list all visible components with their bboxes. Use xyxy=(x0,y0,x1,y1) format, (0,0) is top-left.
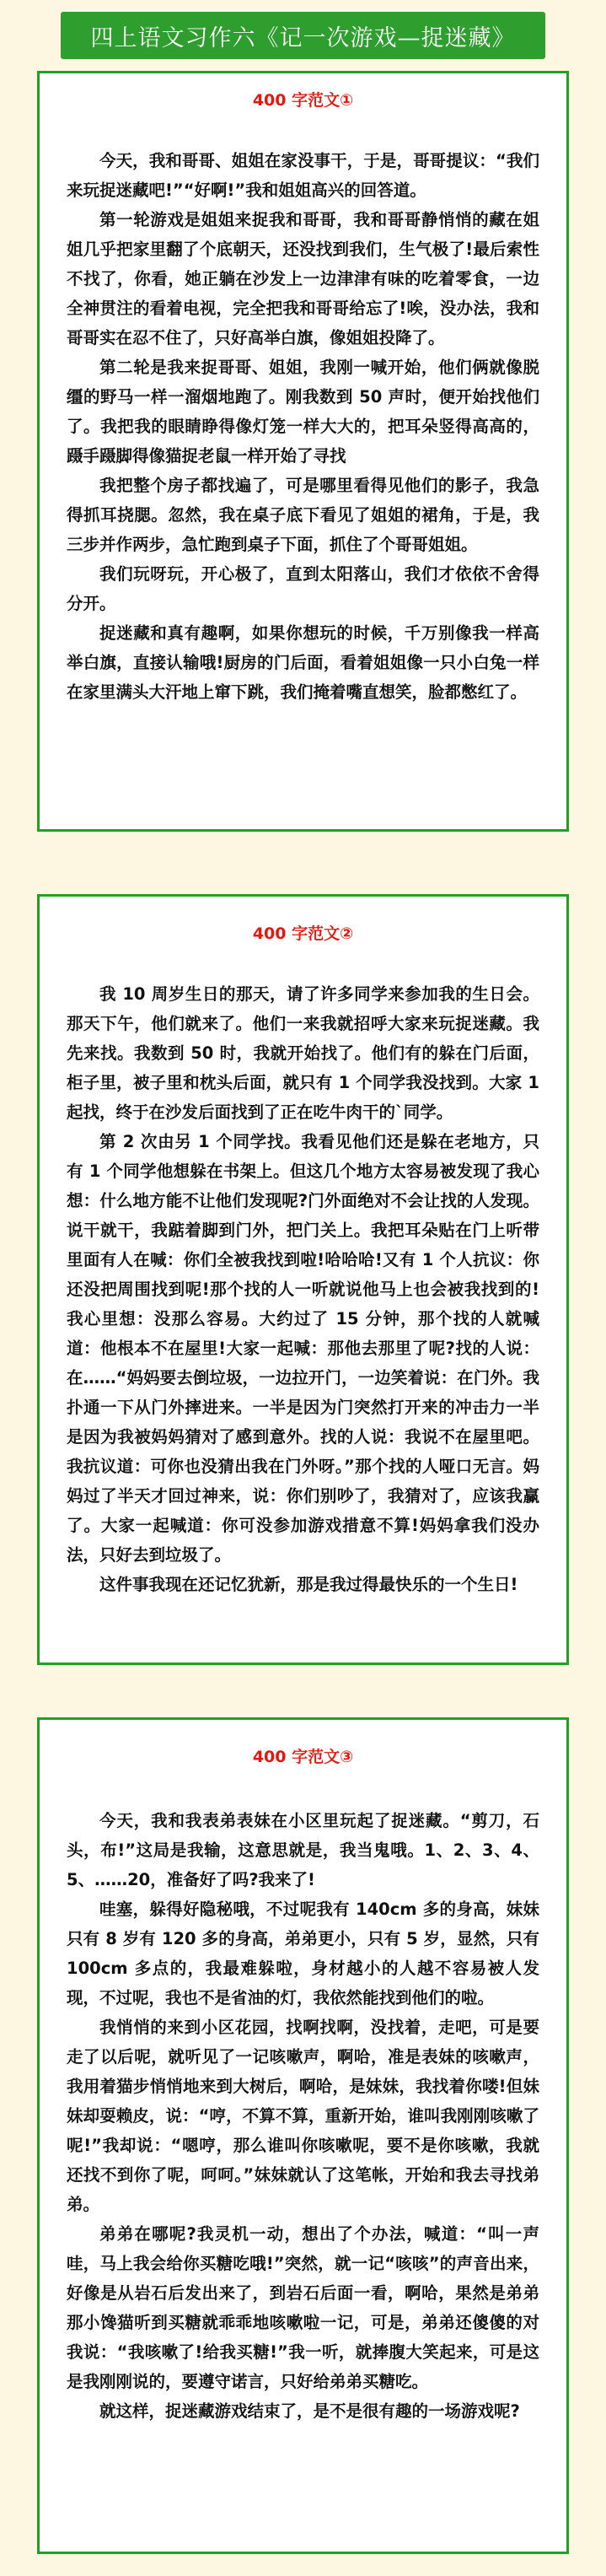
essay-card-2 xyxy=(37,894,569,1665)
essay-title: 400 字范文② xyxy=(252,924,354,943)
paragraph: 我 10 周岁生日的那天，请了许多同学来参加我的生日会。那天下午，他们就来了。他们一来我就招呼大家来玩捉迷藏。我先来找。我数到 50 时，我就开始找了。他们有的躲在门后面，柜子里，被子里和枕头后面，就只有 1 个同学我没找到。大家 1 起找，终于在沙发后面找到了正在吃牛肉干的`同学。 xyxy=(67,984,539,1122)
essay-title: 400 字范文① xyxy=(252,91,354,110)
essay-body xyxy=(67,127,539,707)
paragraph: 我把整个房子都找遍了，可是哪里看得见他们的影子，我急得抓耳挠腮。忽然，我在桌子底下看见了姐姐的裙角，于是，我三步并作两步，急忙跑到桌子下面，抓住了个哥哥姐姐。 xyxy=(67,476,539,554)
essay-card-1 xyxy=(37,71,569,832)
paragraph: 第一轮游戏是姐姐来捉我和哥哥，我和哥哥静悄悄的藏在姐姐几乎把家里翻了个底朝天，还没找到我们，生气极了!最后索性不找了，你看，她正躺在沙发上一边津津有味的吃着零食，一边全神贯注的看着电视，完全把我和哥哥给忘了!唉，没办法，我和哥哥实在忍不住了，只好高举白旗，像姐姐投降了。 xyxy=(67,210,539,348)
paragraph: 捉迷藏和真有趣啊，如果你想玩的时候，千万别像我一样高举白旗，直接认输哦!厨房的门后面，看着姐姐像一只小白兔一样在家里满头大汗地上窜下跳，我们掩着嘴直想笑，脸都憋红了。 xyxy=(67,623,539,702)
essay-body xyxy=(67,971,539,1599)
essay-body xyxy=(67,1794,539,2426)
paragraph: 这件事我现在还记忆犹新，那是我过得最快乐的一个生日! xyxy=(99,1575,518,1594)
paragraph: 就这样，捉迷藏游戏结束了，是不是很有趣的一场游戏呢? xyxy=(99,2401,520,2421)
paragraph: 我悄悄的来到小区花园，找啊找啊，没找着，走吧，可是要走了以后呢，就听见了一记咳嗽声，啊哈，准是表妹的咳嗽声，我用着猫步悄悄地来到大树后，啊哈，是妹妹，我找着你喽!但妹妹却耍赖皮，说：“哼，不算不算，重新开始，谁叫我刚刚咳嗽了呢!”我却说：“嗯哼，那么谁叫你咳嗽呢，要不是你咳嗽，我就还找不到你了呢，呵呵。”妹妹就认了这笔帐，开始和我去寻找弟弟。 xyxy=(67,2018,539,2214)
paragraph: 今天，我和我表弟表妹在小区里玩起了捉迷藏。“剪刀，石头，布!”这局是我输，这意思就是，我当鬼哦。1、2、3、4、5、……20，准备好了吗?我来了! xyxy=(67,1811,539,1889)
page-title: 四上语文习作六《记一次游戏—捉迷藏》 xyxy=(61,12,545,59)
essay-title: 400 字范文③ xyxy=(252,1748,354,1766)
paragraph: 弟弟在哪呢?我灵机一动，想出了个办法，喊道：“叫一声哇，马上我会给你买糖吃哦!”突然，就一记“咳咳”的声音出来，好像是从岩石后发出来了，到岩石后面一看，啊哈，果然是弟弟那小馋猫听到买糖就乖乖地咳嗽啦一记，可是，弟弟还傻傻的对我说：“我咳嗽了!给我买糖!”我一听，就捧腹大笑起来，可是这是我刚刚说的，要遵守诺言，只好给弟弟买糖吃。 xyxy=(67,2224,539,2391)
paragraph: 第二轮是我来捉哥哥、姐姐，我刚一喊开始，他们俩就像脱缰的野马一样一溜烟地跑了。刚我数到 50 声时，便开始找他们了。我把我的眼睛睁得像灯笼一样大大的，把耳朵竖得高高的，蹑手蹑脚得像猫捉老鼠一样开始了寻找 xyxy=(67,358,539,466)
essay-card-3 xyxy=(37,1717,569,2554)
paragraph: 哇塞，躲得好隐秘哦，不过呢我有 140cm 多的身高，妹妹只有 8 岁有 120 多的身高，弟弟更小，只有 5 岁，显然，只有 100cm 多点的，我最难躲啦，身材越小的人越不容易被人发现，不过呢，我也不是省油的灯，我依然能找到他们的啦。 xyxy=(67,1900,539,2007)
paragraph: 今天，我和哥哥、姐姐在家没事干，于是，哥哥提议：“我们来玩捉迷藏吧!”“好啊!”我和姐姐高兴的回答道。 xyxy=(67,151,539,200)
paragraph: 第 2 次由另 1 个同学找。我看见他们还是躲在老地方，只有 1 个同学他想躲在书架上。但这几个地方太容易被发现了我心想：什么地方能不让他们发现呢?门外面绝对不会让找的人发现。说干就干，我踮着脚到门外，把门关上。我把耳朵贴在门上听带里面有人在喊：你们全被我找到啦!哈哈哈!又有 1 个人抗议：你还没把周围找到呢!那个找的人一听就说他马上也会被我找到的!我心里想：没那么容易。大约过了 15 分钟，那个找的人就喊道：他根本不在屋里!大家一起喊：那他去那里了呢?找的人说：在……“妈妈要去倒垃圾，一边拉开门，一边笑着说：在门外。我扑通一下从门外摔进来。一半是因为门突然打开来的冲击力一半是因为我被妈妈猜对了感到意外。找的人说：我说不在屋里吧。我抗议道：可你也没猜出我在门外呀。”那个找的人哑口无言。妈妈过了半天才回过神来，说：你们别吵了，我猜对了，应该我赢了。大家一起喊道：你可没参加游戏措意不算!妈妈拿我们没办法，只好去到垃圾了。 xyxy=(67,1132,539,1565)
paragraph: 我们玩呀玩，开心极了，直到太阳落山，我们才依依不舍得分开。 xyxy=(67,564,539,613)
